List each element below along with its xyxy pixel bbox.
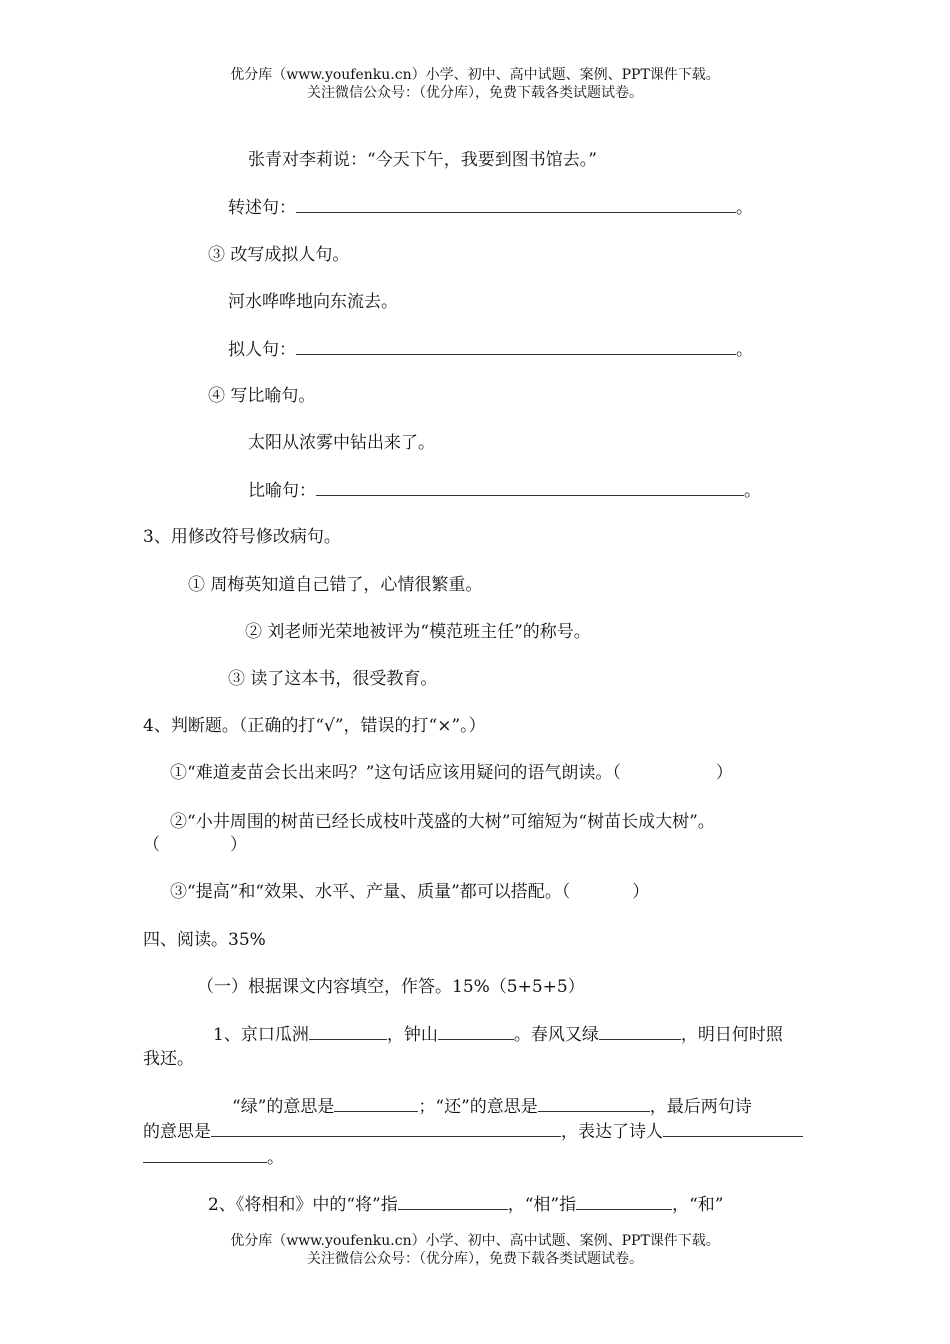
r1-blank-2[interactable] [438,1024,514,1040]
q2-4-line [248,480,761,502]
page-footer-line2: 关注微信公众号：（优分库），免费下载各类试题试卷。 [307,1251,643,1267]
page-footer-line1: 优分库（www.youfenku.cn）小学、初中、高中试题、案例、PPT课件下载。 [230,1233,720,1249]
r2-blank-2[interactable] [576,1194,672,1210]
q3-item-2: ② 刘老师光荣地被评为“模范班主任”的称号。 [245,622,591,642]
r1-text-g: ；“还”的意思是 [418,1097,538,1117]
period: 。 [736,340,753,360]
q4-item-1 [170,762,733,784]
r1-blank-4[interactable] [334,1096,418,1112]
q4-title: 4、判断题。（正确的打“√”，错误的打“×”。） [143,716,486,736]
r2-blank-1[interactable] [398,1194,508,1210]
r1-blank-1[interactable] [309,1024,387,1040]
period: 。 [744,481,761,501]
r1-text-a: 1、京口瓜洲 [213,1025,309,1045]
reading-1-line1 [213,1024,783,1046]
q2-quote-sentence: 张青对李莉说：“今天下午，我要到图书馆去。” [248,150,597,170]
section-4-subtitle: （一）根据课文内容填空，作答。15%（5+5+5） [197,977,585,997]
r2-text-b: ，“相”指 [507,1195,577,1215]
q4-item-3-text: ③“提高”和“效果、水平、产量、质量”都可以搭配。（ [170,882,571,902]
close-paren: ） [230,835,247,855]
q2-4-blank[interactable] [316,480,744,496]
open-paren: （ [143,835,160,855]
reading-1-line3 [232,1096,752,1118]
q2-4-label: 比喻句： [248,481,316,501]
reading-1-line5 [143,1147,284,1169]
reading-1-line4 [143,1121,803,1143]
r1-blank-3[interactable] [599,1024,681,1040]
q2-retell-blank[interactable] [296,197,736,213]
r1-text-b: ，钟山 [386,1025,438,1045]
r1-blank-7[interactable] [663,1121,803,1137]
q3-item-1: ① 周梅英知道自己错了，心情很繁重。 [188,575,483,595]
q2-3-sentence: 河水哗哗地向东流去。 [228,292,398,312]
r1-blank-5[interactable] [538,1096,650,1112]
q3-title: 3、用修改符号修改病句。 [143,527,341,547]
close-paren: ） [715,763,733,783]
r1-text-f: “绿”的意思是 [232,1097,335,1117]
r1-blank-8[interactable] [143,1147,267,1163]
r1-blank-6[interactable] [211,1121,561,1137]
q2-3-line [228,339,753,361]
r1-text-e: 我还。 [143,1049,194,1069]
q2-3-title: ③ 改写成拟人句。 [208,245,350,265]
period: 。 [267,1148,284,1168]
r2-text-a: 2、《将相和》中的“将”指 [208,1195,398,1215]
r1-text-i: 的意思是 [143,1122,211,1142]
q2-4-sentence: 太阳从浓雾中钻出来了。 [248,433,435,453]
r1-text-h: ，最后两句诗 [649,1097,752,1117]
close-paren: ） [632,882,650,902]
q2-retell-label: 转述句： [228,198,296,218]
r1-text-c: 。春风又绿 [513,1025,599,1045]
q2-retell-line [228,197,753,219]
q4-item-1-text: ①“难道麦苗会长出来吗？”这句话应该用疑问的语气朗读。（ [170,763,621,783]
r1-text-d: ，明日何时照 [680,1025,783,1045]
q2-4-title: ④ 写比喻句。 [208,386,316,406]
page-header-line2: 关注微信公众号：（优分库），免费下载各类试题试卷。 [307,85,643,101]
r1-text-j: ，表达了诗人 [561,1122,663,1142]
period: 。 [736,198,753,218]
q4-item-2-answer [143,834,247,856]
q3-item-3: ③ 读了这本书，很受教育。 [228,669,438,689]
page-header-line1: 优分库（www.youfenku.cn）小学、初中、高中试题、案例、PPT课件下载。 [230,67,720,83]
r2-text-c: ，“和” [672,1195,724,1215]
q4-item-2-text: ②“小井周围的树苗已经长成枝叶茂盛的大树”可缩短为“树苗长成大树”。 [170,812,715,832]
q4-item-3 [170,881,649,903]
reading-2-line1 [208,1194,723,1216]
q2-3-label: 拟人句： [228,340,296,360]
section-4-title: 四、阅读。35% [143,930,266,950]
q2-3-blank[interactable] [296,339,736,355]
